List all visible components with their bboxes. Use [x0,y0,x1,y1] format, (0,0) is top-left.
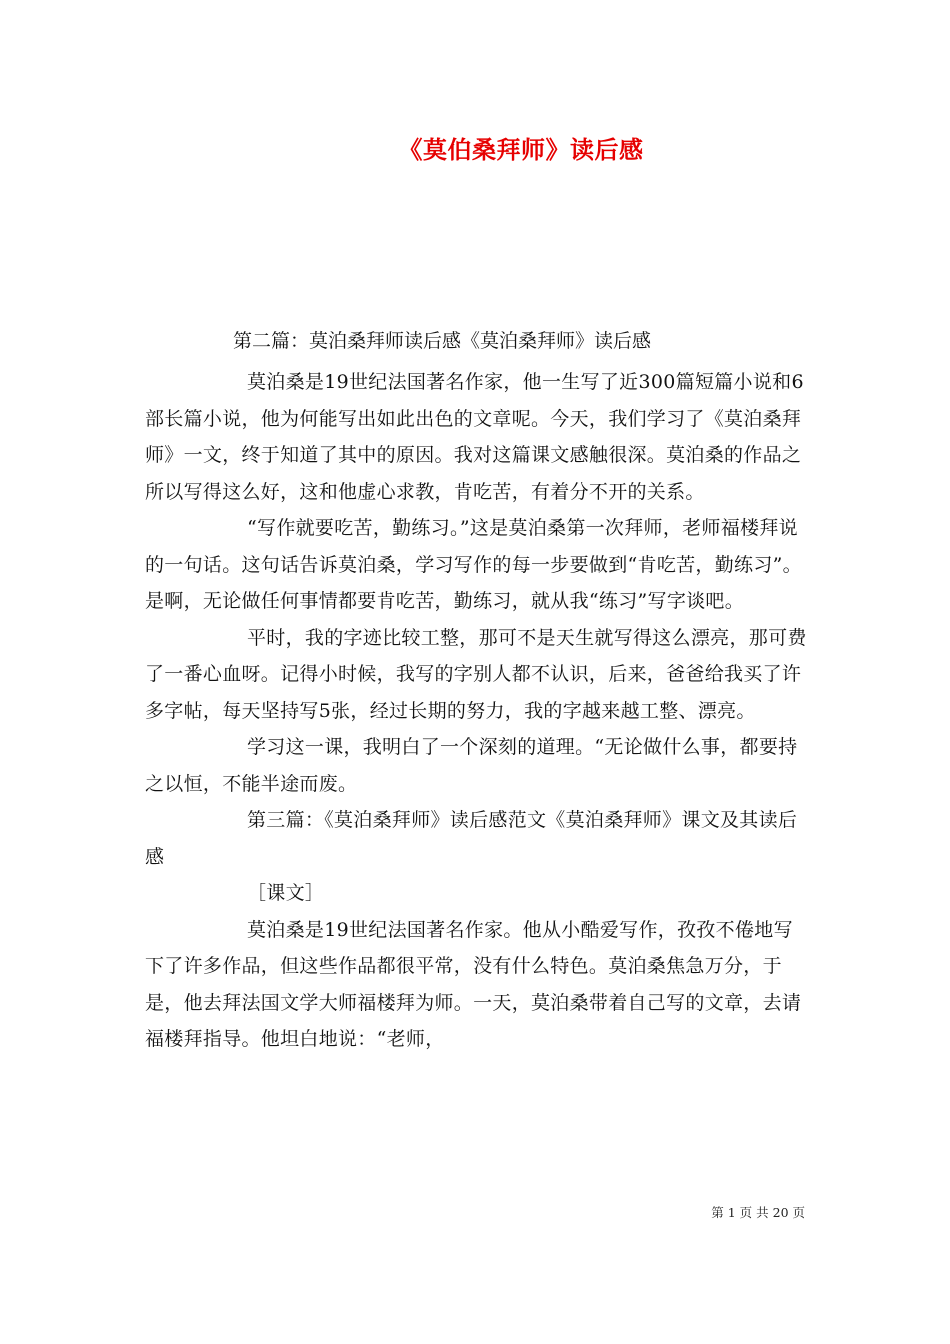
paragraph: ［课文］ [247,882,325,904]
paragraph: 莫泊桑是19世纪法国著名作家。他从小酷爱写作，孜孜不倦地写下了许多作品，但这些作品都很平常，没有什么特色。莫泊桑焦急万分，于是，他去拜法国文学大师福楼拜为师。一天，莫泊桑带着自己写的文章，去请福楼拜指导。他坦白地说：“老师， [145,918,802,1050]
document-title: 《莫伯桑拜师》读后感 [398,135,644,164]
document-body [145,364,807,1058]
document-subtitle: 第二篇：莫泊桑拜师读后感《莫泊桑拜师》读后感 [233,330,652,352]
paragraph: 平时，我的字迹比较工整，那可不是天生就写得这么漂亮，那可费了一番心血呀。记得小时候，我写的字别人都不认识，后来，爸爸给我买了许多字帖，每天坚持写5张，经过长期的努力，我的字越来越工整、漂亮。 [145,626,807,722]
page-footer: 第 1 页 共 20 页 [711,1205,805,1220]
paragraph: 第三篇：《莫泊桑拜师》读后感范文《莫泊桑拜师》课文及其读后感 [145,809,798,868]
paragraph: 学习这一课，我明白了一个深刻的道理。“无论做什么事，都要持之以恒，不能半途而废。 [145,736,798,795]
paragraph: 莫泊桑是19世纪法国著名作家，他一生写了近300篇短篇小说和6部长篇小说，他为何能写出如此出色的文章呢。今天，我们学习了《莫泊桑拜师》一文，终于知道了其中的原因。我对这篇课文感触很深。莫泊桑的作品之所以写得这么好，这和他虚心求教，肯吃苦，有着分不开的关系。 [145,371,804,503]
paragraph: “写作就要吃苦，勤练习。”这是莫泊桑第一次拜师，老师福楼拜说的一句话。这句话告诉莫泊桑，学习写作的每一步要做到“肯吃苦，勤练习”。是啊，无论做任何事情都要肯吃苦，勤练习，就从我“练习”写字谈吧。 [145,517,802,612]
